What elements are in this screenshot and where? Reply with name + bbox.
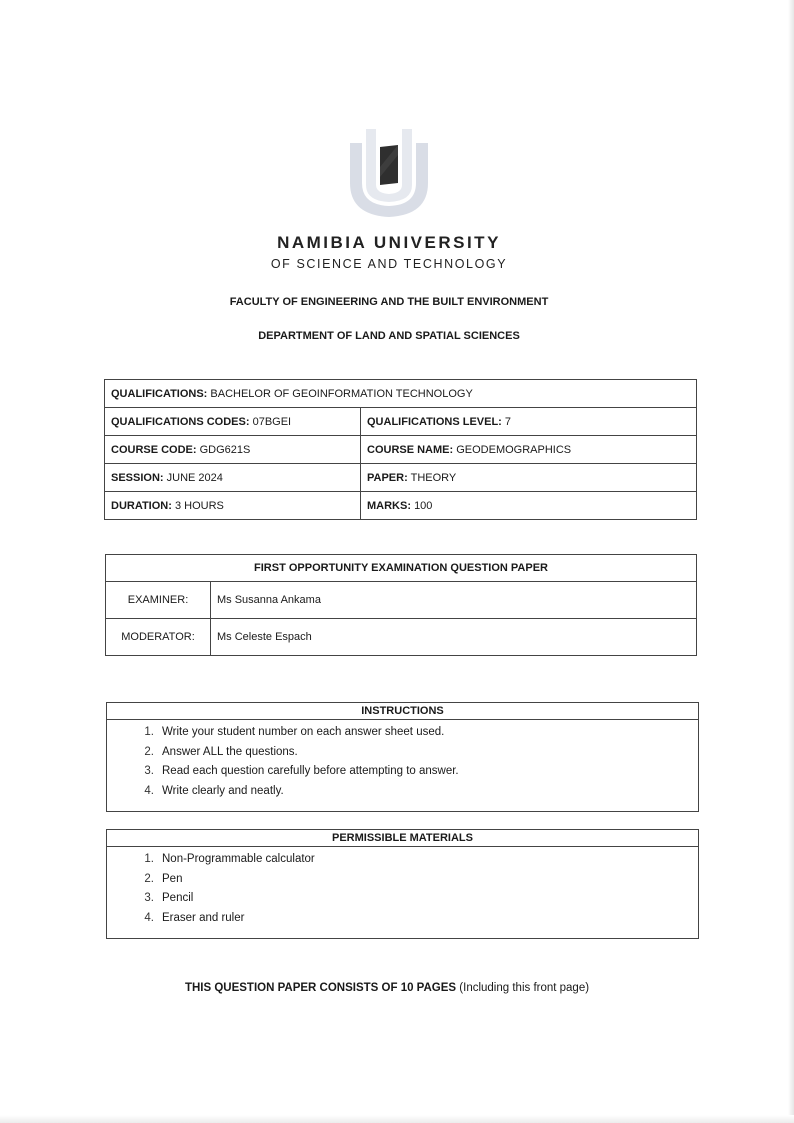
course-code-cell — [105, 436, 361, 464]
qualifications-label: QUALIFICATIONS: — [111, 387, 208, 400]
moderator-label: MODERATOR: — [106, 619, 211, 656]
examiner-name: Ms Susanna Ankama — [211, 582, 697, 619]
item-number: 1. — [144, 853, 154, 865]
table-row — [106, 555, 697, 582]
permissible-materials-box — [106, 829, 699, 939]
moderator-name: Ms Celeste Espach — [211, 619, 697, 656]
item-number: 3. — [144, 892, 154, 904]
exam-paper-title: FIRST OPPORTUNITY EXAMINATION QUESTION PAPER — [106, 555, 697, 582]
department-heading: DEPARTMENT OF LAND AND SPATIAL SCIENCES — [258, 330, 520, 342]
duration-cell — [105, 492, 361, 520]
list-item — [107, 723, 698, 743]
item-number: 2. — [144, 872, 154, 885]
item-text: Answer ALL the questions. — [162, 745, 298, 758]
item-number: 4. — [144, 911, 154, 924]
item-number: 2. — [144, 745, 154, 758]
paper-value: THEORY — [410, 471, 457, 484]
list-item — [107, 909, 698, 929]
level-value: 7 — [504, 415, 512, 428]
codes-cell — [105, 408, 361, 436]
course-name-value: GEODEMOGRAPHICS — [456, 443, 572, 456]
item-number: 4. — [144, 784, 154, 797]
page-bottom-shadow — [0, 1115, 794, 1123]
table-row — [105, 408, 697, 436]
examiner-label: EXAMINER: — [106, 582, 211, 619]
examination-table — [105, 554, 697, 656]
qualification-table — [104, 379, 697, 520]
page-edge-shadow — [788, 0, 794, 1123]
duration-value: 3 HOURS — [174, 499, 224, 512]
codes-value: 07BGEI — [252, 415, 292, 428]
paper-label: PAPER: — [367, 471, 408, 484]
course-code-label: COURSE CODE: — [111, 443, 197, 456]
item-text: Non-Programmable calculator — [162, 853, 315, 865]
item-number: 3. — [144, 765, 154, 777]
list-item — [107, 782, 698, 802]
item-text: Eraser and ruler — [162, 911, 245, 924]
table-row — [106, 619, 697, 656]
list-item — [107, 870, 698, 890]
materials-title: PERMISSIBLE MATERIALS — [107, 830, 698, 847]
university-name: NAMIBIA UNIVERSITY — [277, 233, 501, 252]
course-name-cell — [361, 436, 697, 464]
university-subtitle: OF SCIENCE AND TECHNOLOGY — [270, 257, 508, 271]
list-item — [107, 743, 698, 763]
instructions-box — [106, 702, 699, 812]
table-row — [105, 436, 697, 464]
table-row — [105, 492, 697, 520]
level-label: QUALIFICATIONS LEVEL: — [367, 415, 502, 428]
table-row — [105, 380, 697, 408]
course-name-label: COURSE NAME: — [367, 443, 454, 456]
university-logo — [346, 125, 432, 219]
duration-label: DURATION: — [111, 499, 172, 512]
marks-label: MARKS: — [367, 499, 411, 512]
session-value: JUNE 2024 — [166, 471, 223, 484]
page-count-text: THIS QUESTION PAPER CONSISTS OF 10 PAGES — [184, 982, 457, 994]
paper-cell — [361, 464, 697, 492]
list-item — [107, 889, 698, 909]
table-row — [106, 582, 697, 619]
item-number: 1. — [144, 726, 154, 738]
item-text: Pen — [162, 872, 183, 885]
item-text: Read each question carefully before attempting to answer. — [162, 765, 459, 777]
instructions-list — [107, 720, 698, 801]
codes-label: QUALIFICATIONS CODES: — [111, 415, 250, 428]
table-row — [105, 464, 697, 492]
session-cell — [105, 464, 361, 492]
course-code-value: GDG621S — [199, 443, 251, 456]
item-text: Write clearly and neatly. — [162, 784, 284, 797]
materials-list — [107, 847, 698, 928]
marks-cell — [361, 492, 697, 520]
faculty-heading: FACULTY OF ENGINEERING AND THE BUILT ENVIRONMENT — [229, 296, 549, 308]
item-text: Write your student number on each answer sheet used. — [162, 726, 445, 738]
level-cell — [361, 408, 697, 436]
marks-value: 100 — [414, 499, 433, 512]
item-text: Pencil — [162, 892, 194, 904]
qualifications-value: BACHELOR OF GEOINFORMATION TECHNOLOGY — [210, 387, 473, 400]
session-label: SESSION: — [111, 471, 164, 484]
list-item — [107, 762, 698, 782]
qualifications-cell — [105, 380, 697, 408]
instructions-title: INSTRUCTIONS — [107, 703, 698, 720]
list-item — [107, 850, 698, 870]
page-count-suffix: (Including this front page) — [456, 982, 590, 994]
page-count-note — [0, 982, 774, 994]
